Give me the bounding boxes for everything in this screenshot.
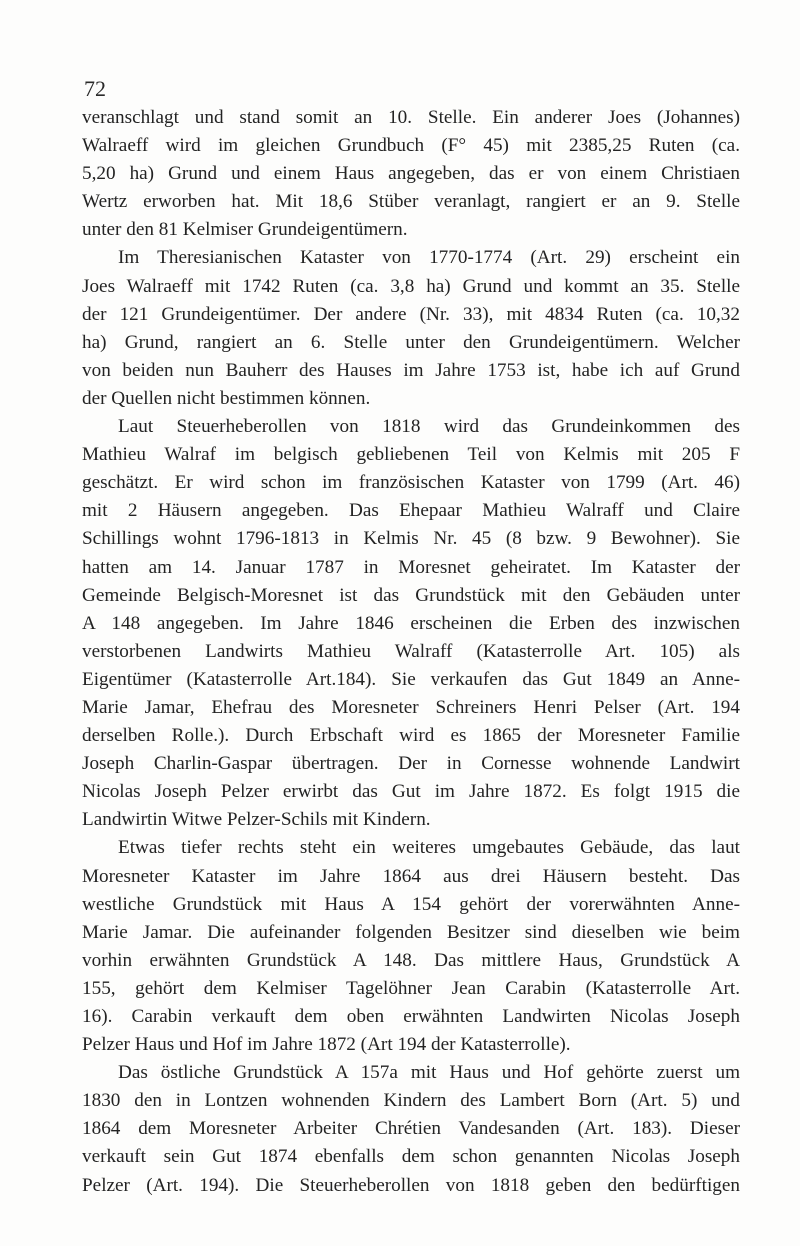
text-line: Wertz erworben hat. Mit 18,6 Stüber veranlagt, rangiert er an 9. Stelle — [82, 191, 740, 213]
text-line: vorhin erwähnten Grundstück A 148. Das mittlere Haus, Grundstück A — [82, 949, 740, 971]
text-line: 16). Carabin verkauft dem oben erwähnten Landwirten Nicolas Joseph — [82, 1006, 740, 1027]
text-line: Landwirtin Witwe Pelzer-Schils mit Kindern. — [82, 809, 431, 831]
text-line: 155, gehört dem Kelmiser Tagelöhner Jean Carabin (Katasterrolle Art. — [82, 977, 740, 999]
text-line: unter den 81 Kelmiser Grundeigentümern. — [82, 219, 408, 241]
text-line: Moresneter Kataster im Jahre 1864 aus drei Häusern besteht. Das — [82, 865, 740, 887]
text-line: der 121 Grundeigentümer. Der andere (Nr. 33), mit 4834 Ruten (ca. 10,32 — [82, 303, 740, 325]
text-line: Schillings wohnt 1796-1813 in Kelmis Nr. 45 (8 bzw. 9 Bewohner). Sie — [82, 528, 740, 550]
text-line: Im Theresianischen Kataster von 1770-1774 (Art. 29) erscheint ein — [118, 247, 740, 269]
text-line: Marie Jamar, Ehefrau des Moresneter Schreiners Henri Pelser (Art. 194 — [82, 696, 740, 718]
text-line: Laut Steuerheberollen von 1818 wird das Grundeinkommen des — [118, 416, 740, 438]
text-line: geschätzt. Er wird schon im französischen Kataster von 1799 (Art. 46) — [82, 472, 740, 494]
text-line: Walraeff wird im gleichen Grundbuch (F° 45) mit 2385,25 Ruten (ca. — [82, 135, 740, 157]
paragraph — [82, 104, 740, 244]
text-line: Eigentümer (Katasterrolle Art.184). Sie verkaufen das Gut 1849 an Anne- — [82, 668, 740, 690]
text-line: Joes Walraeff mit 1742 Ruten (ca. 3,8 ha) Grund und kommt an 35. Stelle — [82, 275, 740, 297]
paragraph — [82, 834, 740, 1059]
text-line: 5,20 ha) Grund und einem Haus angegeben, das er von einem Christiaen — [82, 163, 740, 185]
text-line: Pelzer (Art. 194). Die Steuerheberollen von 1818 geben den bedürftigen — [82, 1174, 740, 1196]
text-line: Marie Jamar. Die aufeinander folgenden Besitzer sind dieselben wie beim — [82, 921, 740, 943]
paragraph — [82, 244, 740, 413]
text-line: veranschlagt und stand somit an 10. Stelle. Ein anderer Joes (Johannes) — [82, 107, 740, 128]
text-line: derselben Rolle.). Durch Erbschaft wird es 1865 der Moresneter Familie — [82, 725, 740, 747]
text-line: Nicolas Joseph Pelzer erwirbt das Gut im Jahre 1872. Es folgt 1915 die — [82, 781, 740, 803]
text-line: ha) Grund, rangiert an 6. Stelle unter den Grundeigentümern. Welcher — [82, 331, 740, 353]
text-line: A 148 angegeben. Im Jahre 1846 erscheinen die Erben des inzwischen — [82, 612, 740, 634]
text-line: verstorbenen Landwirts Mathieu Walraff (Katasterrolle Art. 105) als — [82, 640, 740, 662]
text-line: der Quellen nicht bestimmen können. — [82, 387, 371, 409]
paragraph — [82, 413, 740, 834]
text-line: von beiden nun Bauherr des Hauses im Jahre 1753 ist, habe ich auf Grund — [82, 359, 740, 381]
text-line: Gemeinde Belgisch-Moresnet ist das Grundstück mit den Gebäuden unter — [82, 584, 740, 606]
text-line: Pelzer Haus und Hof im Jahre 1872 (Art 194 der Katasterrolle). — [82, 1034, 571, 1056]
text-line: westliche Grundstück mit Haus A 154 gehört der vorerwähnten Anne- — [82, 893, 740, 915]
text-line: Das östliche Grundstück A 157a mit Haus und Hof gehörte zuerst um — [118, 1062, 740, 1084]
text-line: mit 2 Häusern angegeben. Das Ehepaar Mathieu Walraff und Claire — [82, 500, 740, 522]
body-text — [82, 104, 740, 1200]
text-line: 1864 dem Moresneter Arbeiter Chrétien Vandesanden (Art. 183). Dieser — [82, 1118, 740, 1140]
text-line: Mathieu Walraf im belgisch gebliebenen Teil von Kelmis mit 205 F — [82, 444, 740, 466]
text-line: Etwas tiefer rechts steht ein weiteres umgebautes Gebäude, das laut — [118, 837, 740, 859]
paragraph — [82, 1059, 740, 1199]
text-line: hatten am 14. Januar 1787 in Moresnet geheiratet. Im Kataster der — [82, 556, 740, 578]
text-line: Joseph Charlin-Gaspar übertragen. Der in Cornesse wohnende Landwirt — [82, 753, 740, 775]
text-line: verkauft sein Gut 1874 ebenfalls dem schon genannten Nicolas Joseph — [82, 1146, 740, 1168]
text-line: 1830 den in Lontzen wohnenden Kindern des Lambert Born (Art. 5) und — [82, 1090, 740, 1112]
page-number: 72 — [84, 76, 106, 101]
